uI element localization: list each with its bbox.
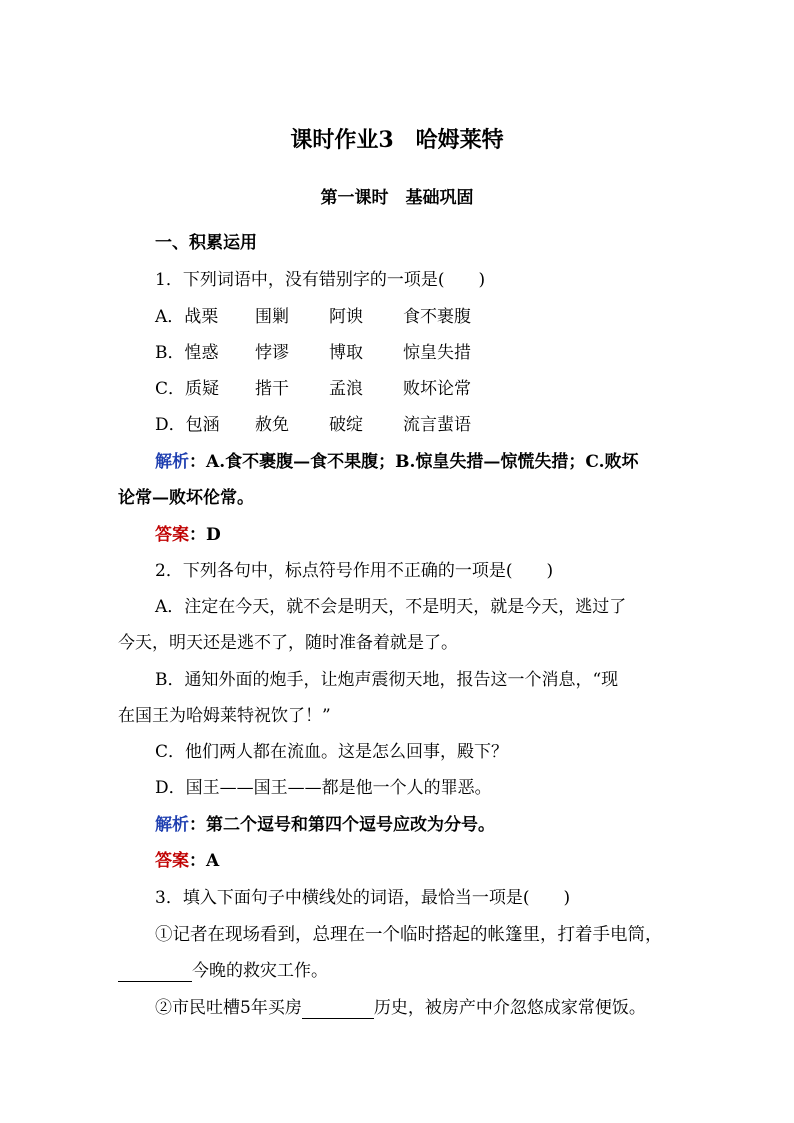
- q3-sentence-1-cont: [118, 960, 328, 982]
- q1-option-a-word3: 阿谀: [329, 307, 363, 327]
- q1-option-a-label: A．战栗: [155, 307, 219, 327]
- fill-blank: [118, 963, 192, 982]
- q3-sentence-2-tail: 历史，被房产中介忽悠成家常便饭。: [373, 998, 646, 1018]
- q2-analysis-label: 解析: [155, 815, 189, 835]
- q1-answer: [155, 524, 221, 546]
- page-title: 课时作业3 哈姆莱特: [290, 127, 504, 153]
- q1-option-d-word3: 破绽: [329, 415, 363, 435]
- q2-option-b: B．通知外面的炮手，让炮声震彻天地，报告这一个消息，“现: [155, 670, 619, 690]
- q1-option-c-word4: 败坏论常: [403, 379, 471, 399]
- q3-sentence-1-tail: 今晚的救灾工作。: [192, 961, 328, 981]
- q1-analysis-text: ：A.食不裹腹—食不果腹；B.惊皇失措—惊慌失措；C.败坏: [189, 452, 639, 472]
- q1-option-b-word2: 悖谬: [255, 343, 289, 363]
- q1-option-b: [155, 342, 471, 364]
- q1-analysis: [155, 451, 639, 473]
- q2-answer-label: 答案: [155, 851, 189, 871]
- q1-option-b-label: B．惶惑: [155, 343, 219, 363]
- q1-answer-label: 答案: [155, 525, 189, 545]
- fill-blank: [302, 1000, 374, 1019]
- q1-option-c-label: C．质疑: [155, 379, 220, 399]
- q2-option-d: D．国王——国王——都是他一个人的罪恶。: [155, 778, 492, 798]
- q3-sentence-1: ①记者在现场看到，总理在一个临时搭起的帐篷里，打着手电筒，: [155, 925, 663, 945]
- q1-analysis-cont: 论常—败坏伦常。: [118, 488, 254, 508]
- q3-sentence-2: [155, 997, 646, 1019]
- q1-option-d: [155, 414, 471, 436]
- q2-option-c: C．他们两人都在流血。这是怎么回事，殿下？: [155, 742, 509, 762]
- q2-option-a: A．注定在今天，就不会是明天，不是明天，就是今天，逃过了: [155, 597, 627, 617]
- q1-option-a-word2: 围剿: [255, 307, 289, 327]
- q1-option-d-label: D．包涵: [155, 415, 220, 435]
- q1-option-b-word4: 惊皇失措: [403, 343, 471, 363]
- q1-option-b-word3: 博取: [329, 343, 363, 363]
- q1-stem: 1．下列词语中，没有错别字的一项是( ): [155, 270, 486, 290]
- page-subtitle: 第一课时 基础巩固: [320, 188, 474, 208]
- q1-option-d-word2: 赦免: [255, 415, 289, 435]
- q1-option-a-word4: 食不裹腹: [403, 307, 471, 327]
- q1-analysis-label: 解析: [155, 452, 189, 472]
- q2-answer: [155, 850, 219, 872]
- q2-answer-value: ：A: [189, 851, 220, 871]
- q2-option-a-cont: 今天，明天还是逃不了，随时准备着就是了。: [118, 633, 458, 653]
- q3-stem: 3．填入下面句子中横线处的词语，最恰当一项是( ): [155, 888, 571, 908]
- q2-analysis-text: ：第二个逗号和第四个逗号应改为分号。: [189, 815, 495, 835]
- q1-option-d-word4: 流言蜚语: [403, 415, 471, 435]
- q2-option-b-cont: 在国王为哈姆莱特祝饮了！”: [118, 706, 331, 726]
- q1-option-a: [155, 306, 471, 328]
- q3-sentence-2-head: ②市民吐槽5年买房: [155, 998, 302, 1018]
- q1-answer-value: ：D: [189, 525, 221, 545]
- q1-option-c-word2: 揩干: [255, 379, 289, 399]
- q1-option-c: [155, 378, 471, 400]
- q2-stem: 2．下列各句中，标点符号作用不正确的一项是( ): [155, 561, 554, 581]
- section-heading: 一、积累运用: [155, 233, 257, 253]
- q2-analysis: [155, 814, 495, 836]
- q1-option-c-word3: 孟浪: [329, 379, 363, 399]
